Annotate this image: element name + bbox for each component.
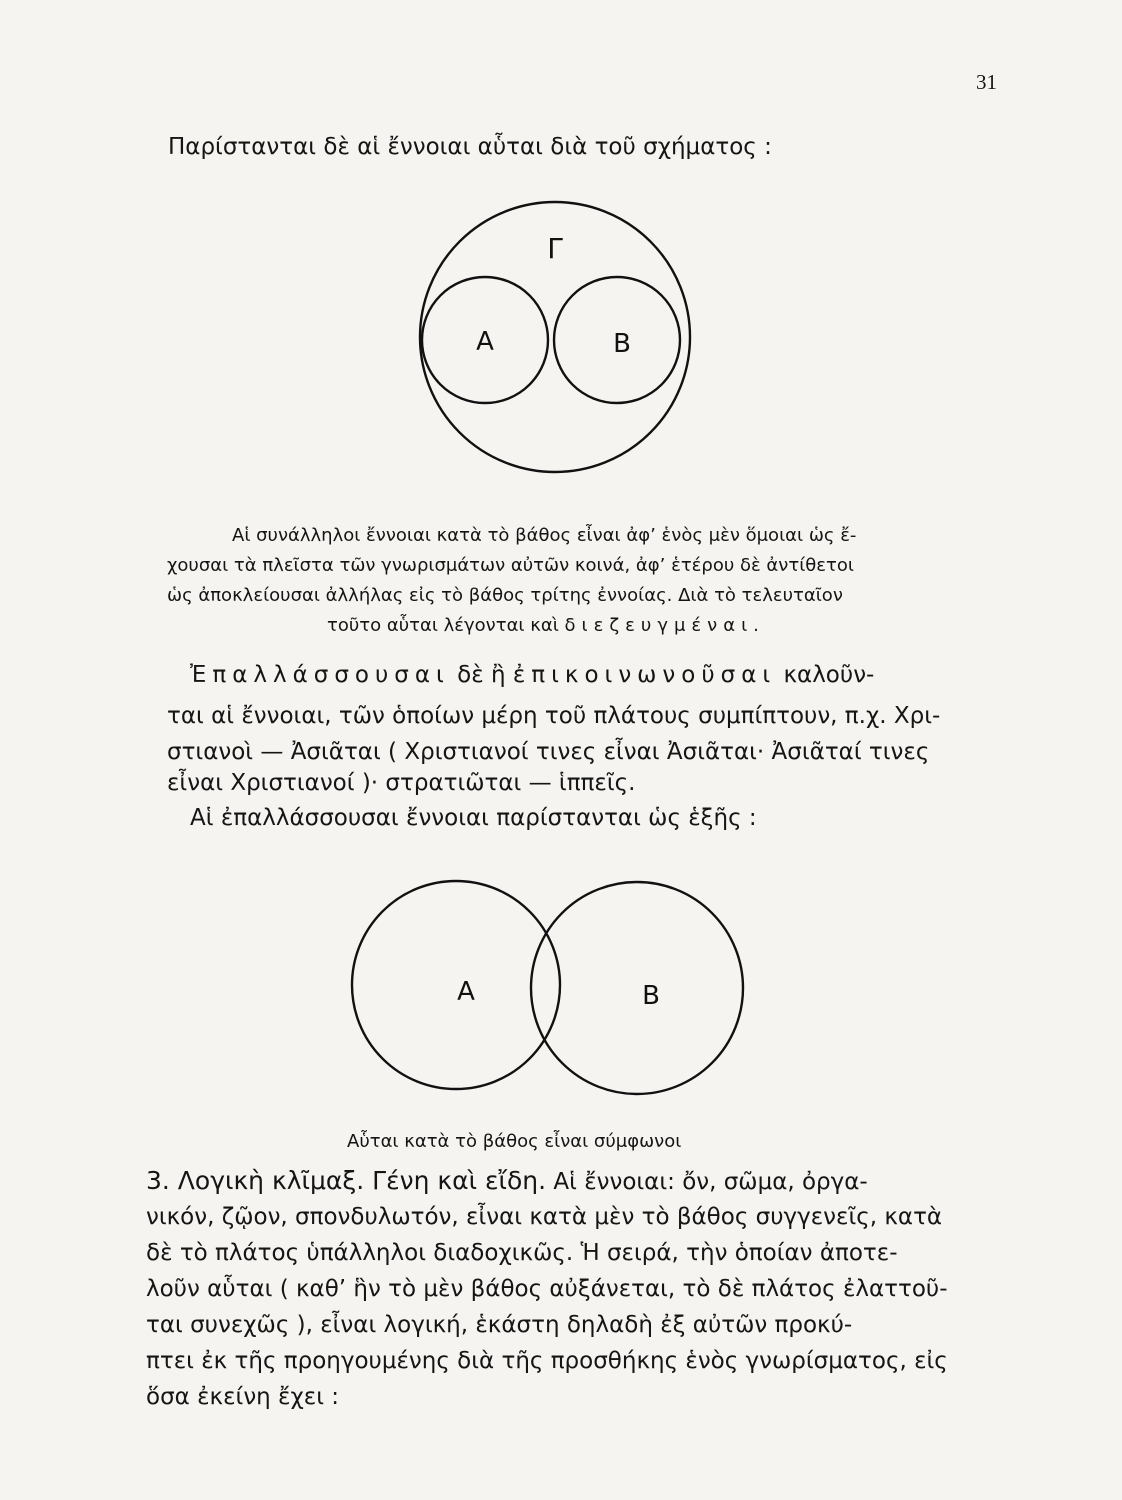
paragraph-intro-sets: Παρίστανται δὲ αἱ ἔννοιαι αὗται διὰ τοῦ σχήματος : xyxy=(168,134,772,160)
caption-line xyxy=(327,614,765,638)
caption-text: τοῦτο αὗται λέγονται καὶ xyxy=(327,615,559,636)
caption-line: ὡς ἀποκλείουσαι ἀλλήλας εἰς τὸ βάθος τρίτης ἐννοίας. Διὰ τὸ τελευταῖον xyxy=(167,585,843,606)
overlap-circle-b xyxy=(531,882,743,1094)
paragraph-line: λοῦν αὗται ( καθ’ ἣν τὸ μὲν βάθος αὐξάνεται, τὸ δὲ πλάτος ἐλαττοῦ- xyxy=(146,1276,948,1302)
page-number: 31 xyxy=(976,70,997,94)
paragraph-line: πτει ἐκ τῆς προηγουμένης διὰ τῆς προσθήκης ἑνὸς γνωρίσματος, εἰς xyxy=(146,1348,948,1374)
overlap-label-a: Α xyxy=(457,977,475,1007)
paragraph-line: νικόν, ζῷον, σπονδυλωτόν, εἶναι κατὰ μὲν τὸ βάθος συγγενεῖς, κατὰ xyxy=(146,1204,943,1230)
paragraph-represented: Αἱ ἐπαλλάσσουσαι ἔννοιαι παρίστανται ὡς ἑξῆς : xyxy=(190,805,757,831)
overlap-circle-a xyxy=(352,881,560,1089)
paragraph-line: δὲ τὸ πλάτος ὑπάλληλοι διαδοχικῶς. Ἡ σειρά, τὴν ὁποίαν ἀποτε- xyxy=(146,1240,898,1266)
label-gamma: Γ xyxy=(547,232,563,265)
caption-line: χουσαι τὰ πλεῖστα τῶν γνωρισμάτων αὐτῶν κοινά, ἀφ’ ἑτέρου δὲ ἀντίθετοι xyxy=(167,555,854,576)
paragraph-line xyxy=(190,660,874,690)
section-heading: 3. Λογικὴ κλῖμαξ. Γένη καὶ εἴδη. xyxy=(146,1166,547,1195)
paragraph-line: ὅσα ἐκείνη ἔχει : xyxy=(146,1384,340,1410)
paragraph-line xyxy=(146,1166,868,1197)
term-epallassousai: Ἐπαλλάσσουσαι xyxy=(190,662,450,688)
label-b: Β xyxy=(613,329,631,359)
term-epikoinonousai: ἐπικοινωνοῦσαι xyxy=(512,662,777,688)
paragraph-line: στιανοὶ — Ἀσιᾶται ( Χριστιανοί τινες εἶναι Ἀσιᾶται· Ἀσιᾶταί τινες xyxy=(167,739,930,765)
paragraph-line: ται συνεχῶς ), εἶναι λογική, ἑκάστη δηλαδὴ ἐξ αὐτῶν προκύ- xyxy=(146,1312,853,1338)
line-end-text: καλοῦν- xyxy=(783,662,875,688)
caption-line: Αἱ συνάλληλοι ἔννοιαι κατὰ τὸ βάθος εἶναι ἀφ’ ἑνὸς μὲν ὅμοιαι ὡς ἔ- xyxy=(232,525,857,546)
heading-continuation: Αἱ ἔννοιαι: ὄν, σῶμα, ὀργα- xyxy=(553,1169,868,1195)
connector-text: δὲ ἢ xyxy=(457,662,506,688)
paragraph-line: εἶναι Χριστιανοί )· στρατιῶται — ἱππεῖς. xyxy=(167,770,636,796)
term-diezeugmenai: διεζευγμέναι. xyxy=(564,615,765,636)
overlap-label-b: Β xyxy=(642,981,660,1011)
paragraph-line: ται αἱ ἔννοιαι, τῶν ὁποίων μέρη τοῦ πλάτους συμπίπτουν, π.χ. Χρι- xyxy=(167,703,941,729)
label-a: Α xyxy=(476,327,494,357)
caption-compatible: Αὗται κατὰ τὸ βάθος εἶναι σύμφωνοι xyxy=(347,1131,682,1152)
